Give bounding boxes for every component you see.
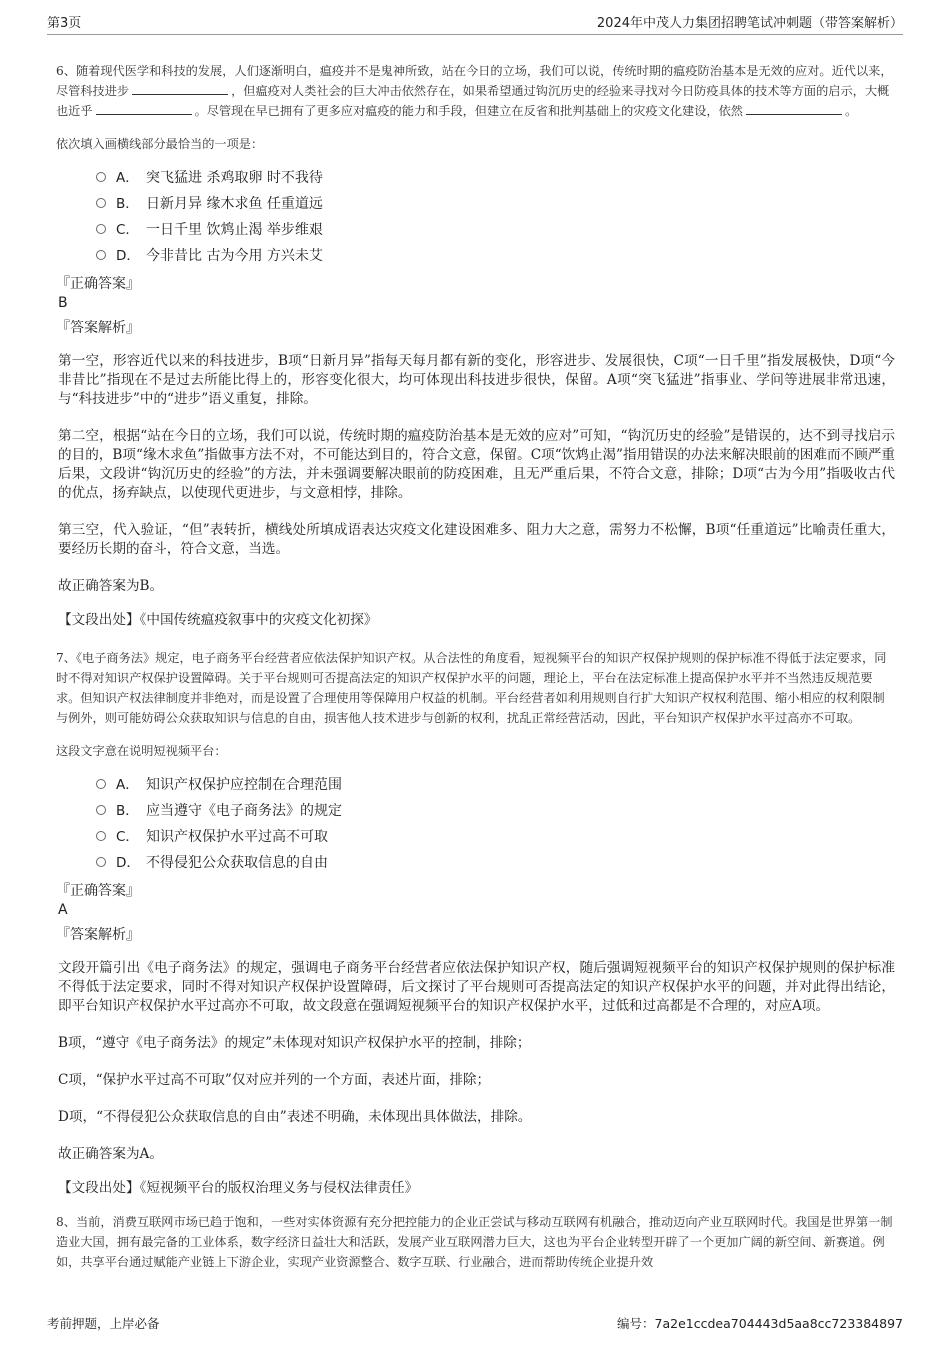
question-7 bbox=[56, 648, 895, 1198]
radio-icon[interactable] bbox=[96, 250, 106, 260]
question-stem: 7、《电子商务法》规定，电子商务平台经营者应依法保护知识产权。从合法性的角度看，短视频平台的知识产权保护规则的保护标准不得低于法定要求，同时不得对知识产权保护设置障碍。关于平台规则可否提高法定的知识产权保护水平的问题，理论上，平台在法定标准上提高保护水平并不当然违反规范要求。但知识产权法律制度并非绝对，而是设置了合理使用等保障用户权益的机制。平台经营者如利用规则自行扩大知识产权权利范围、缩小相应的权利限制与例外，则可能妨碍公众获取知识与信息的自由，损害他人技术进步与创新的权利，扰乱正常经营活动，因此，平台知识产权保护水平过高亦不可取。 bbox=[56, 651, 887, 725]
radio-icon[interactable] bbox=[96, 198, 106, 208]
question-8 bbox=[56, 1212, 895, 1272]
answer-value: B bbox=[58, 295, 68, 311]
document-serial: 编号：7a2e1ccdea704443d5aa8cc723384897 bbox=[617, 1316, 903, 1331]
passage-source: 【文段出处】《中国传统瘟疫叙事中的灾疫文化初探》 bbox=[58, 612, 378, 628]
question-prompt: 依次填入画横线部分最恰当的一项是： bbox=[56, 137, 264, 151]
analysis-paragraph: 第一空，形容近代以来的科技进步，B项“日新月异”指每天每月都有新的变化，形容进步、发展很快，C项“一日千里”指发展极快，D项“今非昔比”指现在不是过去所能比得上的，形容变化很大，均可体现出科技进步很快，保留。A项“突飞猛进”指事业、学问等进展非常迅速，与“科技进步”中的“进步”语义重复，排除。 bbox=[58, 353, 895, 407]
option-a[interactable]: A． 突飞猛进 杀鸡取卵 时不我待 bbox=[96, 165, 895, 191]
option-list bbox=[96, 772, 895, 876]
radio-icon[interactable] bbox=[96, 224, 106, 234]
option-b[interactable]: B． 应当遵守《电子商务法》的规定 bbox=[96, 798, 895, 824]
passage-source: 【文段出处】《短视频平台的版权治理义务与侵权法律责任》 bbox=[58, 1180, 419, 1196]
radio-icon[interactable] bbox=[96, 857, 106, 867]
question-stem: 6、随着现代医学和科技的发展，人们逐渐明白，瘟疫并不是鬼神所致，站在今日的立场，我们可以说，传统时期的瘟疫防治基本是无效的应对。近代以来，尽管科技进步 ，但瘟疫对人类社会的巨大冲击依然存在，如果希望通过钩沉历史的经验来寻找对今日防疫具体的技术等方面的启示，大概也近乎 。尽管现在早已拥有了更多应对瘟疫的能力和手段，但建立在反省和批判基础上的灾疫文化建设，依然 。 bbox=[56, 64, 893, 118]
page-number: 第3页 bbox=[47, 16, 82, 31]
option-c[interactable]: C． 知识产权保护水平过高不可取 bbox=[96, 824, 895, 850]
analysis-conclusion: 故正确答案为A。 bbox=[58, 1146, 163, 1162]
analysis-paragraph: D项，“不得侵犯公众获取信息的自由”表述不明确，未体现出具体做法，排除。 bbox=[58, 1109, 532, 1125]
footer-slogan: 考前押题，上岸必备 bbox=[47, 1316, 160, 1331]
option-c[interactable]: C． 一日千里 饮鸩止渴 举步维艰 bbox=[96, 217, 895, 243]
option-list bbox=[96, 165, 895, 269]
analysis-paragraph: B项，“遵守《电子商务法》的规定”未体现对知识产权保护水平的控制，排除； bbox=[58, 1035, 531, 1051]
question-6 bbox=[56, 61, 895, 630]
question-prompt: 这段文字意在说明短视频平台： bbox=[56, 744, 227, 758]
option-d[interactable]: D． 今非昔比 古为今用 方兴未艾 bbox=[96, 243, 895, 269]
radio-icon[interactable] bbox=[96, 805, 106, 815]
answer-value: A bbox=[58, 902, 68, 918]
analysis-paragraph: 第三空，代入验证，“但”表转折，横线处所填成语表达灾疫文化建设困难多、阻力大之意，需努力不松懈，B项“任重道远”比喻责任重大，要经历长期的奋斗，符合文意，当选。 bbox=[58, 522, 895, 557]
analysis-conclusion: 故正确答案为B。 bbox=[58, 578, 164, 594]
blank-3 bbox=[746, 102, 842, 115]
answer-label: 『正确答案』 bbox=[56, 276, 140, 292]
radio-icon[interactable] bbox=[96, 172, 106, 182]
document-title: 2024年中茂人力集团招聘笔试冲刺题（带答案解析） bbox=[596, 16, 903, 31]
analysis-paragraph: C项，“保护水平过高不可取”仅对应并列的一个方面，表述片面，排除； bbox=[58, 1072, 491, 1088]
radio-icon[interactable] bbox=[96, 831, 106, 841]
option-d[interactable]: D． 不得侵犯公众获取信息的自由 bbox=[96, 850, 895, 876]
radio-icon[interactable] bbox=[96, 779, 106, 789]
option-b[interactable]: B． 日新月异 缘木求鱼 任重道远 bbox=[96, 191, 895, 217]
answer-label: 『正确答案』 bbox=[56, 883, 140, 899]
page-header bbox=[47, 12, 903, 35]
analysis-paragraph: 第二空，根据“站在今日的立场，我们可以说，传统时期的瘟疫防治基本是无效的应对”可知，“钩沉历史的经验”是错误的，达不到寻找启示的目的，B项“缘木求鱼”指做事方法不对，不可能达到目的，符合文意，保留。C项“饮鸩止渴”指用错误的办法来解决眼前的困难而不顾严重后果，文段讲“钩沉历史的经验”的方法，并未强调要解决眼前的防疫困难，且无严重后果，不符合文意，排除；D项“古为今用”指吸收古代的优点，扬弃缺点，以使现代更进步，与文意相悖，排除。 bbox=[58, 428, 895, 501]
blank-1 bbox=[132, 82, 228, 95]
question-stem: 8、当前，消费互联网市场已趋于饱和，一些对实体资源有充分把控能力的企业正尝试与移动互联网有机融合，推动迈向产业互联网时代。我国是世界第一制造业大国，拥有最完备的工业体系，数字经济日益壮大和活跃，发展产业互联网潜力巨大，这也为平台企业转型开辟了一个更加广阔的新空间、新赛道。例如，共享平台通过赋能产业链上下游企业，实现产业资源整合、数字互联、行业融合，进而帮助传统企业提升效 bbox=[56, 1215, 893, 1269]
page-content bbox=[56, 61, 895, 1272]
blank-2 bbox=[96, 102, 192, 115]
option-a[interactable]: A． 知识产权保护应控制在合理范围 bbox=[96, 772, 895, 798]
analysis-paragraph: 文段开篇引出《电子商务法》的规定，强调电子商务平台经营者应依法保护知识产权，随后强调短视频平台的知识产权保护规则的保护标准不得低于法定要求，同时不得对知识产权保护设置障碍，后文探讨了平台规则可否提高法定的知识产权保护水平的问题，并对此得出结论，即平台知识产权保护水平过高亦不可取，故文段意在强调短视频平台的知识产权保护水平，过低和过高都是不合理的，对应A项。 bbox=[58, 960, 895, 1014]
analysis-label: 『答案解析』 bbox=[56, 320, 140, 336]
analysis-label: 『答案解析』 bbox=[56, 927, 140, 943]
